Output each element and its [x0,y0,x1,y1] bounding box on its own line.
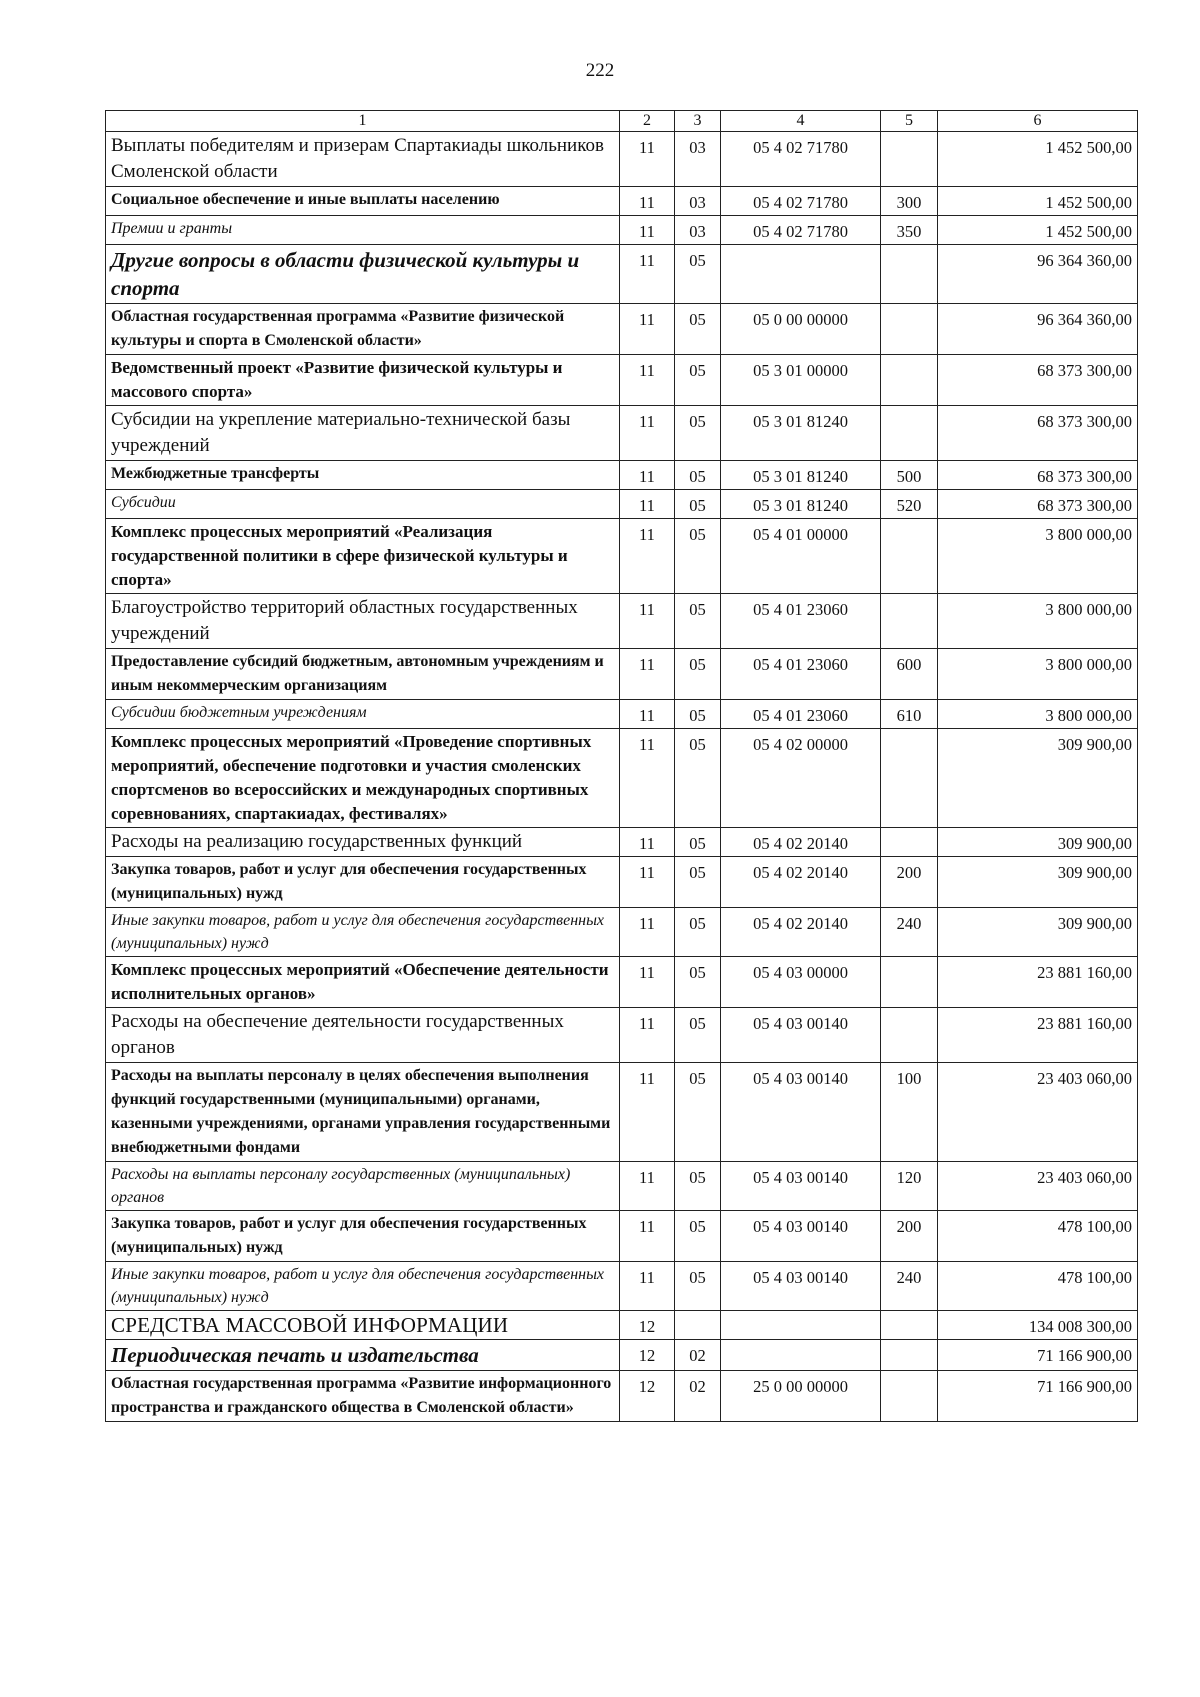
row-section: 11 [620,245,675,304]
row-expense-type [881,245,938,304]
budget-table [105,110,1138,1422]
row-target-code: 05 4 03 00140 [721,1063,881,1162]
table-body [106,111,1138,1422]
row-expense-type: 120 [881,1162,938,1211]
row-section: 11 [620,1063,675,1162]
table-row [106,649,1138,700]
row-subsection: 05 [675,1008,721,1063]
row-target-code: 05 3 01 81240 [721,406,881,461]
row-subsection: 05 [675,594,721,649]
row-subsection: 03 [675,187,721,216]
page-number: 222 [585,60,615,81]
row-target-code: 05 4 02 20140 [721,828,881,857]
row-section: 11 [620,216,675,245]
row-amount: 309 900,00 [938,908,1138,957]
table-row [106,245,1138,304]
row-name: Предоставление субсидий бюджетным, автономным учреждениям и иным некоммерческим организациям [106,649,620,700]
row-name: Расходы на выплаты персоналу государственных (муниципальных) органов [106,1162,620,1211]
row-target-code: 25 0 00 00000 [721,1371,881,1422]
row-amount: 3 800 000,00 [938,594,1138,649]
row-subsection: 05 [675,461,721,490]
row-section: 12 [620,1340,675,1371]
row-expense-type: 600 [881,649,938,700]
row-amount: 71 166 900,00 [938,1371,1138,1422]
row-section: 12 [620,1371,675,1422]
row-section: 11 [620,355,675,406]
row-subsection: 05 [675,1063,721,1162]
row-subsection: 05 [675,245,721,304]
row-amount: 23 881 160,00 [938,957,1138,1008]
row-name: Иные закупки товаров, работ и услуг для обеспечения государственных (муниципальных) нужд [106,908,620,957]
table-row [106,1262,1138,1311]
row-target-code: 05 4 01 23060 [721,649,881,700]
table-row [106,1340,1138,1371]
row-subsection: 05 [675,519,721,594]
row-name: Расходы на обеспечение деятельности государственных органов [106,1008,620,1063]
row-subsection: 02 [675,1371,721,1422]
row-target-code: 05 4 03 00140 [721,1211,881,1262]
row-name: Иные закупки товаров, работ и услуг для обеспечения государственных (муниципальных) нужд [106,1262,620,1311]
row-name: Закупка товаров, работ и услуг для обеспечения государственных (муниципальных) нужд [106,857,620,908]
table-row [106,216,1138,245]
row-target-code: 05 3 01 81240 [721,461,881,490]
row-expense-type [881,1008,938,1063]
table-row [106,729,1138,828]
table-row [106,857,1138,908]
row-amount: 309 900,00 [938,857,1138,908]
row-name: Выплаты победителям и призерам Спартакиады школьников Смоленской области [106,132,620,187]
row-target-code: 05 4 02 20140 [721,908,881,957]
header-col-1: 1 [106,111,620,132]
row-amount: 71 166 900,00 [938,1340,1138,1371]
row-target-code: 05 3 01 81240 [721,490,881,519]
table-row [106,1311,1138,1340]
table-row [106,519,1138,594]
row-section: 11 [620,519,675,594]
row-target-code: 05 4 03 00000 [721,957,881,1008]
row-expense-type: 240 [881,1262,938,1311]
row-amount: 68 373 300,00 [938,355,1138,406]
row-expense-type [881,355,938,406]
row-expense-type: 240 [881,908,938,957]
row-target-code: 05 4 01 23060 [721,700,881,729]
row-name: Комплекс процессных мероприятий «Обеспечение деятельности исполнительных органов» [106,957,620,1008]
row-amount: 134 008 300,00 [938,1311,1138,1340]
row-name: Периодическая печать и издательства [106,1340,620,1371]
row-amount: 23 403 060,00 [938,1162,1138,1211]
row-amount: 1 452 500,00 [938,132,1138,187]
row-expense-type [881,1311,938,1340]
table-row [106,1211,1138,1262]
header-col-4: 4 [721,111,881,132]
table-row [106,461,1138,490]
row-amount: 68 373 300,00 [938,461,1138,490]
row-target-code: 05 4 02 71780 [721,216,881,245]
row-name: Расходы на выплаты персоналу в целях обеспечения выполнения функций государственными (муниципальными) органами, казенными учреждениями, органами управления государственными внебюджетными фондами [106,1063,620,1162]
row-section: 11 [620,490,675,519]
row-name: Субсидии бюджетным учреждениям [106,700,620,729]
table-row [106,132,1138,187]
row-name: Областная государственная программа «Развитие физической культуры и спорта в Смоленской области» [106,304,620,355]
row-expense-type [881,729,938,828]
header-col-2: 2 [620,111,675,132]
row-section: 11 [620,461,675,490]
row-amount: 478 100,00 [938,1262,1138,1311]
row-subsection: 05 [675,957,721,1008]
header-row [106,111,1138,132]
row-section: 11 [620,908,675,957]
row-amount: 309 900,00 [938,828,1138,857]
row-amount: 23 403 060,00 [938,1063,1138,1162]
row-expense-type [881,1340,938,1371]
header-col-6: 6 [938,111,1138,132]
row-subsection: 05 [675,1262,721,1311]
row-target-code: 05 4 02 71780 [721,187,881,216]
row-expense-type: 100 [881,1063,938,1162]
row-subsection: 05 [675,729,721,828]
table-row [106,700,1138,729]
header-col-3: 3 [675,111,721,132]
table-row [106,187,1138,216]
table-row [106,355,1138,406]
row-expense-type [881,519,938,594]
row-amount: 309 900,00 [938,729,1138,828]
row-target-code: 05 4 02 20140 [721,857,881,908]
row-section: 11 [620,828,675,857]
table-row [106,908,1138,957]
row-target-code [721,245,881,304]
row-target-code: 05 4 02 00000 [721,729,881,828]
row-subsection: 05 [675,1211,721,1262]
row-subsection: 05 [675,1162,721,1211]
row-name: Субсидии на укрепление материально-технической базы учреждений [106,406,620,461]
row-name: Социальное обеспечение и иные выплаты населению [106,187,620,216]
header-col-5: 5 [881,111,938,132]
row-section: 11 [620,1262,675,1311]
row-name: Комплекс процессных мероприятий «Реализация государственной политики в сфере физической культуры и спорта» [106,519,620,594]
row-name: Премии и гранты [106,216,620,245]
row-section: 11 [620,187,675,216]
row-subsection: 05 [675,355,721,406]
row-subsection: 05 [675,649,721,700]
row-section: 11 [620,406,675,461]
row-amount: 1 452 500,00 [938,187,1138,216]
row-amount: 3 800 000,00 [938,649,1138,700]
row-expense-type [881,132,938,187]
row-target-code: 05 4 02 71780 [721,132,881,187]
table-row [106,1063,1138,1162]
row-section: 11 [620,1211,675,1262]
row-section: 11 [620,857,675,908]
row-section: 11 [620,729,675,828]
row-amount: 96 364 360,00 [938,304,1138,355]
row-section: 11 [620,304,675,355]
table-row [106,490,1138,519]
row-target-code [721,1311,881,1340]
table-row [106,1008,1138,1063]
row-target-code: 05 4 03 00140 [721,1162,881,1211]
table-row [106,1371,1138,1422]
row-amount: 3 800 000,00 [938,519,1138,594]
row-target-code [721,1340,881,1371]
row-expense-type [881,957,938,1008]
row-expense-type: 520 [881,490,938,519]
row-subsection: 03 [675,216,721,245]
row-target-code: 05 4 03 00140 [721,1262,881,1311]
row-target-code: 05 3 01 00000 [721,355,881,406]
row-subsection: 05 [675,828,721,857]
row-expense-type [881,594,938,649]
row-name: СРЕДСТВА МАССОВОЙ ИНФОРМАЦИИ [106,1311,620,1340]
row-name: Ведомственный проект «Развитие физической культуры и массового спорта» [106,355,620,406]
row-expense-type: 300 [881,187,938,216]
row-amount: 1 452 500,00 [938,216,1138,245]
row-section: 11 [620,649,675,700]
row-section: 11 [620,700,675,729]
table-row [106,957,1138,1008]
row-expense-type: 200 [881,1211,938,1262]
row-name: Другие вопросы в области физической культуры и спорта [106,245,620,304]
row-section: 11 [620,594,675,649]
row-section: 11 [620,1008,675,1063]
row-expense-type [881,406,938,461]
row-expense-type: 610 [881,700,938,729]
row-section: 11 [620,957,675,1008]
row-subsection: 05 [675,700,721,729]
row-subsection: 02 [675,1340,721,1371]
row-expense-type: 500 [881,461,938,490]
row-expense-type [881,304,938,355]
table-row [106,406,1138,461]
row-expense-type: 200 [881,857,938,908]
row-subsection: 05 [675,304,721,355]
row-name: Благоустройство территорий областных государственных учреждений [106,594,620,649]
row-amount: 23 881 160,00 [938,1008,1138,1063]
row-subsection: 05 [675,406,721,461]
row-section: 11 [620,132,675,187]
table-row [106,594,1138,649]
row-subsection: 05 [675,490,721,519]
row-name: Межбюджетные трансферты [106,461,620,490]
row-name: Комплекс процессных мероприятий «Проведение спортивных мероприятий, обеспечение подготовки и участия смоленских спортсменов во всероссийских и международных спортивных соревнованиях, спартакиадах, фестивалях» [106,729,620,828]
row-subsection [675,1311,721,1340]
row-name: Закупка товаров, работ и услуг для обеспечения государственных (муниципальных) нужд [106,1211,620,1262]
row-name: Областная государственная программа «Развитие информационного пространства и гражданского общества в Смоленской области» [106,1371,620,1422]
row-section: 12 [620,1311,675,1340]
row-expense-type: 350 [881,216,938,245]
row-target-code: 05 4 03 00140 [721,1008,881,1063]
row-name: Субсидии [106,490,620,519]
row-expense-type [881,1371,938,1422]
table-row [106,828,1138,857]
row-amount: 68 373 300,00 [938,406,1138,461]
row-amount: 3 800 000,00 [938,700,1138,729]
row-expense-type [881,828,938,857]
row-subsection: 05 [675,857,721,908]
row-amount: 96 364 360,00 [938,245,1138,304]
row-target-code: 05 4 01 23060 [721,594,881,649]
row-amount: 478 100,00 [938,1211,1138,1262]
row-subsection: 05 [675,908,721,957]
row-amount: 68 373 300,00 [938,490,1138,519]
table-row [106,1162,1138,1211]
row-subsection: 03 [675,132,721,187]
row-name: Расходы на реализацию государственных функций [106,828,620,857]
table-row [106,304,1138,355]
row-section: 11 [620,1162,675,1211]
row-target-code: 05 4 01 00000 [721,519,881,594]
row-target-code: 05 0 00 00000 [721,304,881,355]
